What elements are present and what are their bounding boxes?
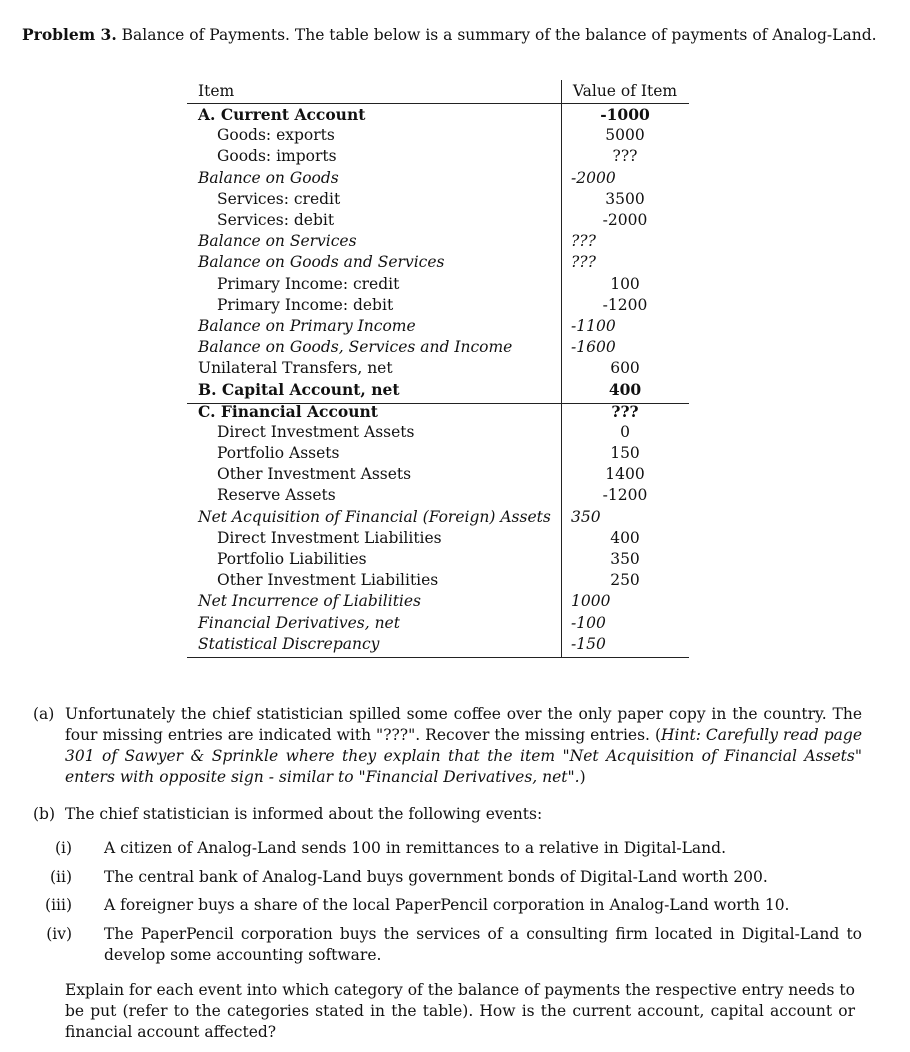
part-a-close: ) — [579, 768, 586, 786]
row-value: -2000 — [602, 210, 648, 229]
table-row — [187, 507, 689, 528]
part-a-text — [65, 704, 862, 788]
row-label: Direct Investment Assets — [217, 422, 415, 441]
row-label: Primary Income: debit — [217, 295, 394, 314]
row-label: Financial Derivatives, net — [198, 613, 400, 632]
header-item: Item — [198, 82, 235, 100]
part-b-explain: Explain for each event into which category of the balance of payments the respective entry needs to be put (refer to the categories stated in the table). How is the current account, capital account or financial account affected? — [65, 981, 855, 1041]
problem-label: Problem 3. — [22, 25, 117, 44]
row-label: Unilateral Transfers, net — [198, 359, 393, 378]
event-item — [22, 895, 862, 916]
table-row — [187, 210, 689, 231]
event-item — [22, 924, 862, 966]
table-row — [187, 464, 689, 485]
table-row — [187, 549, 689, 570]
table-row — [187, 295, 689, 316]
table-row — [187, 528, 689, 549]
event-item — [22, 838, 862, 859]
row-value: 350 — [571, 507, 601, 526]
row-label: Balance on Goods and Services — [198, 253, 445, 272]
problem-intro — [22, 24, 884, 46]
row-label: Balance on Primary Income — [198, 316, 416, 335]
row-label: C. Financial Account — [198, 401, 378, 421]
row-label: Goods: exports — [217, 126, 335, 145]
table-row — [187, 168, 689, 189]
event-text: A citizen of Analog-Land sends 100 in remittances to a relative in Digital-Land. — [104, 839, 727, 857]
event-text: The central bank of Analog-Land buys government bonds of Digital-Land worth 200. — [104, 868, 768, 886]
table-row — [187, 316, 689, 337]
event-text: The PaperPencil corporation buys the services of a consulting firm located in Digital-Land to develop some accounting software. — [104, 925, 862, 964]
table-row — [187, 125, 689, 146]
row-label: Net Acquisition of Financial (Foreign) Assets — [198, 507, 551, 526]
part-a-hint: Hint: Carefully read page 301 of Sawyer & Sprinkle where they explain that the item "Net Acquisition of Financial Assets" enters with opposite sign - similar to "Financial Derivatives, net". — [65, 726, 862, 786]
row-value: -150 — [571, 634, 606, 653]
table-row — [187, 337, 689, 358]
row-value: 400 — [608, 380, 642, 400]
problem-intro-text: Balance of Payments. The table below is a summary of the balance of payments of Analog-Land. — [121, 26, 877, 44]
event-text: A foreigner buys a share of the local PaperPencil corporation in Analog-Land worth 10. — [104, 896, 790, 914]
event-number: (iii) — [45, 896, 72, 914]
row-value: -1200 — [602, 295, 648, 314]
row-label: Other Investment Liabilities — [217, 571, 439, 590]
part-a-mark: (a) — [33, 705, 55, 723]
row-value: 3500 — [605, 189, 645, 208]
row-value: -1000 — [600, 105, 650, 124]
event-number: (i) — [54, 839, 72, 857]
event-number: (iv) — [46, 925, 72, 943]
part-a-body: Unfortunately the chief statistician spilled some coffee over the only paper copy in the country. The four missing entries are indicated with "???". Recover the missing entries. ( — [65, 705, 862, 744]
row-value: -1100 — [571, 316, 616, 335]
row-value: 250 — [610, 571, 640, 590]
part-b-text: The chief statistician is informed about the following events: — [65, 805, 543, 823]
table-row — [187, 358, 689, 379]
row-label: Net Incurrence of Liabilities — [198, 592, 422, 611]
table-row — [187, 189, 689, 210]
row-label: Goods: imports — [217, 147, 337, 166]
row-label: Direct Investment Liabilities — [217, 528, 442, 547]
row-value: -2000 — [571, 168, 616, 187]
table-row — [187, 591, 689, 612]
row-value: 350 — [610, 549, 640, 568]
row-value: -1600 — [571, 338, 616, 357]
header-value: Value of Item — [572, 82, 678, 100]
row-value: 1400 — [605, 465, 645, 484]
table-row — [187, 274, 689, 295]
event-item — [22, 867, 862, 888]
bottom-rule — [187, 657, 689, 658]
row-value: 600 — [610, 359, 640, 378]
part-b-mark: (b) — [33, 805, 56, 823]
row-label: Balance on Goods, Services and Income — [198, 338, 513, 357]
row-value: 400 — [610, 528, 640, 547]
row-label: Other Investment Assets — [217, 465, 412, 484]
row-label: Services: credit — [217, 189, 341, 208]
row-value: 100 — [610, 274, 640, 293]
table-body — [187, 104, 689, 655]
row-value: ??? — [612, 147, 638, 166]
row-label: Reserve Assets — [217, 486, 336, 505]
row-value: 0 — [620, 422, 630, 441]
row-value: -100 — [571, 613, 606, 632]
row-value: ??? — [611, 401, 639, 421]
event-number: (ii) — [49, 868, 72, 886]
row-value: 1000 — [571, 592, 611, 611]
table-row — [187, 231, 689, 252]
row-value: -1200 — [602, 486, 648, 505]
table-row — [187, 379, 689, 400]
table-row — [187, 252, 689, 273]
row-label: Portfolio Assets — [217, 444, 340, 462]
part-b — [22, 804, 862, 825]
table-row — [187, 634, 689, 655]
table-row — [187, 422, 689, 443]
table-row — [187, 146, 689, 167]
table-row — [187, 485, 689, 506]
row-label: Balance on Services — [198, 232, 357, 251]
table-row — [187, 401, 689, 422]
row-label: Portfolio Liabilities — [217, 549, 367, 568]
table-row — [187, 570, 689, 591]
row-label: Statistical Discrepancy — [198, 634, 380, 653]
row-label: Primary Income: credit — [217, 274, 400, 293]
row-value: ??? — [571, 232, 596, 251]
part-a — [22, 704, 862, 788]
row-label: Services: debit — [217, 210, 335, 229]
table-row — [187, 443, 689, 464]
row-label: B. Capital Account, net — [198, 380, 400, 400]
row-label: A. Current Account — [198, 105, 366, 124]
table-row — [187, 104, 689, 125]
table-row — [187, 613, 689, 634]
table-header-row — [187, 81, 689, 102]
row-value: 5000 — [605, 126, 645, 145]
row-value: 150 — [610, 444, 640, 462]
row-label: Balance on Goods — [198, 168, 339, 187]
row-value: ??? — [571, 253, 596, 272]
